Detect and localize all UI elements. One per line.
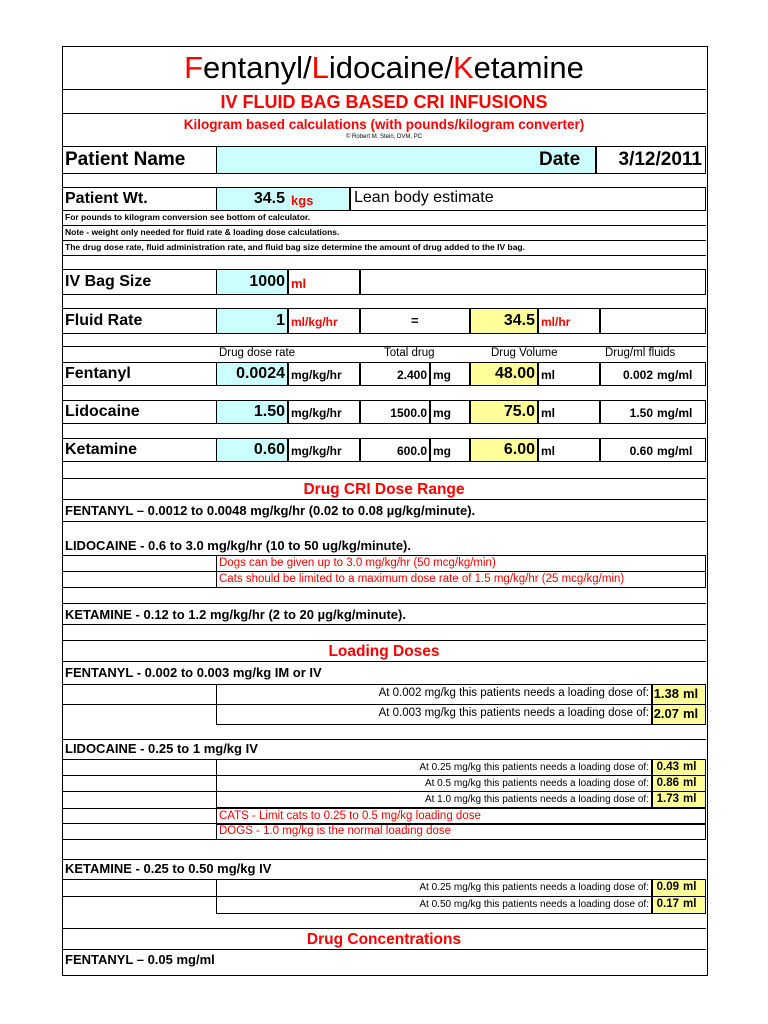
- loading-dose-label: At 0.002 mg/kg this patients needs a loading dose of:: [378, 687, 649, 699]
- loading-heading: Loading Doses: [328, 643, 440, 660]
- drug-rate-input[interactable]: 0.60: [216, 438, 288, 462]
- loading-dogs-cell: [216, 823, 706, 840]
- cri-heading-row: [62, 478, 706, 500]
- loading-ketamine: KETAMINE - 0.25 to 0.50 mg/kg IV: [65, 861, 272, 876]
- drug-conc-cell: 1.50 mg/ml: [600, 400, 706, 424]
- drug-name: Fentanyl: [65, 365, 131, 382]
- title-part: L: [311, 50, 329, 85]
- loading-dose-label-cell: [216, 775, 652, 792]
- drug-volume-unit-cell: ml: [538, 438, 600, 462]
- loading-dose-row: [62, 704, 706, 724]
- drug-total-unit-cell: mg: [430, 400, 470, 424]
- drug-total-cell: 2.400: [360, 362, 430, 386]
- note-conversion: For pounds to kilogram conversion see bottom of calculator.: [65, 212, 311, 222]
- subtitle-row: [62, 90, 706, 114]
- cri-lido-dog-note: Dogs can be given up to 3.0 mg/kg/hr (50 mcg/kg/min): [219, 557, 496, 569]
- loading-dose-row: [62, 759, 706, 775]
- cri-ketamine: KETAMINE - 0.12 to 1.2 mg/kg/hr (2 to 20 µg/kg/minute).: [65, 607, 406, 622]
- loading-dose-value: 0.43 ml: [652, 759, 706, 776]
- note-weight: Note - weight only needed for fluid rate & loading dose calculations.: [65, 227, 340, 237]
- weight-unit: kgs: [291, 193, 314, 208]
- iv-bag-empty-cell: [360, 269, 706, 295]
- drug-row-ketamine: [62, 438, 706, 462]
- drug-header-row: [62, 346, 706, 360]
- title-part: K: [452, 50, 474, 85]
- fluid-rate-empty-cell: [600, 308, 706, 334]
- drug-total-unit-cell: mg: [430, 438, 470, 462]
- loading-dose-value: 1.73 ml: [652, 791, 706, 808]
- loading-dogs-row: [62, 824, 706, 840]
- iv-bag-input[interactable]: 1000: [216, 269, 288, 295]
- cri-fentanyl-row: [62, 500, 706, 522]
- drug-row-fentanyl: [62, 362, 706, 386]
- iv-bag-label: IV Bag Size: [65, 273, 152, 290]
- conc-fentanyl: FENTANYL – 0.05 mg/ml: [65, 952, 215, 967]
- drug-rate-unit-cell: mg/kg/hr: [288, 362, 360, 386]
- loading-lidocaine-row: [62, 739, 706, 759]
- cri-ketamine-row: [62, 603, 706, 625]
- loading-dose-label: At 0.25 mg/kg this patients needs a loading dose of:: [419, 762, 649, 773]
- drug-row-lidocaine: [62, 400, 706, 424]
- loading-dose-row: [62, 791, 706, 807]
- note-row-3: [62, 241, 706, 256]
- loading-dose-value: 0.09 ml: [652, 879, 706, 897]
- note-row-2: [62, 226, 706, 241]
- note-drug-rate: The drug dose rate, fluid administration rate, and fluid bag size determine the amount of drug added to the IV bag.: [65, 242, 525, 252]
- drug-total-unit-cell: mg: [430, 362, 470, 386]
- drug-rate-input[interactable]: 0.0024: [216, 362, 288, 386]
- patient-weight-row: [62, 187, 706, 211]
- drug-conc-cell: 0.60 mg/ml: [600, 438, 706, 462]
- subtitle2-row: [62, 114, 706, 148]
- loading-dose-row: [62, 684, 706, 704]
- loading-dose-row: [62, 879, 706, 896]
- note-row-1: [62, 211, 706, 226]
- loading-ketamine-row: [62, 859, 706, 879]
- fluid-rate-result: 34.5: [470, 308, 538, 334]
- iv-bag-unit-cell: ml: [288, 269, 360, 295]
- cri-lido-note-cell-1: [216, 555, 706, 572]
- drug-volume-result: 48.00: [470, 362, 538, 386]
- patient-name-label: Patient Name: [65, 149, 186, 170]
- conc-heading: Drug Concentrations: [306, 931, 462, 948]
- loading-dose-label: At 0.50 mg/kg this patients needs a loading dose of:: [419, 899, 649, 910]
- loading-dose-label: At 0.25 mg/kg this patients needs a loading dose of:: [419, 882, 649, 893]
- fluid-rate-row: [62, 308, 706, 334]
- page-title: [62, 46, 706, 90]
- loading-dose-row: [62, 775, 706, 791]
- cri-lido-note-row-1: [62, 556, 706, 572]
- title-part: entanyl/: [203, 50, 312, 85]
- date-label: Date: [539, 149, 581, 170]
- cri-heading: Drug CRI Dose Range: [303, 481, 465, 498]
- title-part: idocaine/: [328, 50, 453, 85]
- cri-lido-cat-note: Cats should be limited to a maximum dose rate of 1.5 mg/kg/hr (25 mcg/kg/min): [219, 573, 625, 585]
- fluid-rate-unit-cell: ml/kg/hr: [288, 308, 360, 334]
- loading-dose-row: [62, 896, 706, 913]
- subtitle-kilogram: Kilogram based calculations (with pounds/kilogram converter): [183, 117, 585, 132]
- loading-dose-label: At 0.5 mg/kg this patients needs a loading dose of:: [424, 778, 649, 789]
- loading-dose-value: 1.38 ml: [652, 684, 706, 705]
- loading-dose-value: 2.07 ml: [652, 704, 706, 725]
- cri-lido-note-cell-2: [216, 571, 706, 588]
- loading-cats-note: CATS - Limit cats to 0.25 to 0.5 mg/kg loading dose: [219, 810, 481, 822]
- conc-fentanyl-row: [62, 950, 706, 970]
- loading-fentanyl-row: [62, 663, 706, 683]
- loading-dose-label: At 0.003 mg/kg this patients needs a loading dose of:: [378, 707, 649, 719]
- loading-fentanyl: FENTANYL - 0.002 to 0.003 mg/kg IM or IV: [65, 665, 322, 680]
- drug-volume-unit-cell: ml: [538, 362, 600, 386]
- loading-dose-label-cell: [216, 896, 652, 914]
- patient-weight-label: Patient Wt.: [65, 190, 148, 207]
- drug-total-cell: 1500.0: [360, 400, 430, 424]
- drug-volume-result: 75.0: [470, 400, 538, 424]
- drug-volume-result: 6.00: [470, 438, 538, 462]
- weight-note-cell: Lean body estimate: [350, 187, 706, 211]
- drug-total-cell: 600.0: [360, 438, 430, 462]
- header-drug-volume: Drug Volume: [491, 347, 558, 359]
- cri-lidocaine: LIDOCAINE - 0.6 to 3.0 mg/kg/hr (10 to 50 ug/kg/minute).: [65, 538, 411, 553]
- loading-dose-label-cell: [216, 791, 652, 808]
- copyright-text: © Robert M. Stein, DVM, PC: [345, 134, 423, 140]
- fluid-rate-label: Fluid Rate: [65, 312, 143, 329]
- iv-bag-row: [62, 269, 706, 295]
- header-total-drug: Total drug: [384, 347, 435, 359]
- drug-rate-unit-cell: mg/kg/hr: [288, 400, 360, 424]
- patient-weight-input[interactable]: 34.5: [216, 187, 350, 211]
- drug-name: Ketamine: [65, 441, 138, 458]
- conc-heading-row: [62, 928, 706, 950]
- title-part: F: [184, 50, 204, 85]
- drug-conc-cell: 0.002 mg/ml: [600, 362, 706, 386]
- fluid-rate-eq-cell: =: [360, 308, 470, 334]
- loading-heading-row: [62, 640, 706, 662]
- fluid-rate-result-unit-cell: ml/hr: [538, 308, 600, 334]
- title-row: [62, 46, 706, 90]
- loading-dose-label-cell: [216, 879, 652, 897]
- header-dose-rate: Drug dose rate: [219, 347, 296, 359]
- date-field[interactable]: 3/12/2011: [596, 146, 706, 174]
- loading-dose-label-cell: [216, 704, 652, 725]
- loading-lidocaine: LIDOCAINE - 0.25 to 1 mg/kg IV: [65, 741, 258, 756]
- drug-name: Lidocaine: [65, 403, 140, 420]
- drug-rate-unit-cell: mg/kg/hr: [288, 438, 360, 462]
- loading-cats-row: [62, 808, 706, 824]
- fluid-rate-input[interactable]: 1: [216, 308, 288, 334]
- patient-name-row: [62, 146, 706, 174]
- header-drug-per-ml: Drug/ml fluids: [605, 347, 676, 359]
- loading-dose-label: At 1.0 mg/kg this patients needs a loading dose of:: [424, 794, 649, 805]
- title-part: etamine: [473, 50, 584, 85]
- cri-lido-note-row-2: [62, 572, 706, 588]
- subtitle: IV FLUID BAG BASED CRI INFUSIONS: [220, 92, 548, 112]
- cri-fentanyl: FENTANYL – 0.0012 to 0.0048 mg/kg/hr (0.02 to 0.08 µg/kg/minute).: [65, 503, 476, 518]
- drug-rate-input[interactable]: 1.50: [216, 400, 288, 424]
- drug-volume-unit-cell: ml: [538, 400, 600, 424]
- cri-lidocaine-row: [62, 537, 706, 556]
- loading-dose-label-cell: [216, 759, 652, 776]
- loading-dose-value: 0.17 ml: [652, 896, 706, 914]
- loading-dose-label-cell: [216, 684, 652, 705]
- loading-dogs-note: DOGS - 1.0 mg/kg is the normal loading dose: [219, 825, 452, 837]
- loading-dose-value: 0.86 ml: [652, 775, 706, 792]
